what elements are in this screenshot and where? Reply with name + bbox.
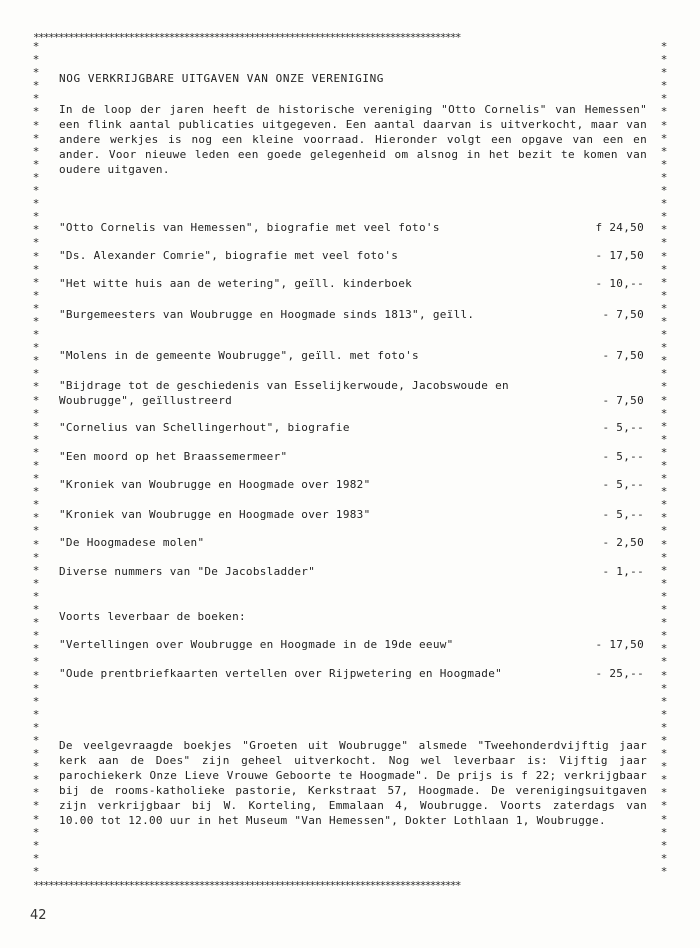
- publication-price: - 1,--: [602, 565, 644, 578]
- publication-item: [59, 348, 644, 363]
- page-number: 42: [30, 908, 47, 923]
- publication-item: [59, 248, 644, 263]
- publication-price: - 7,50: [602, 308, 644, 321]
- publication-title: "Cornelius van Schellingerhout", biografie: [59, 421, 350, 434]
- closing-paragraph: De veelgevraagde boekjes "Groeten uit Woubrugge" alsmede "Tweehonderdvijftig jaar kerk aan de Does" zijn geheel uitverkocht. Nog wel leverbaar is: Vijftig jaar parochiekerk Onze Lieve Vrouwe Geboorte te Hoogmade". De prijs is f 22; verkrijgbaar bij de rooms-katholieke pastorie, Kerkstraat 57, Hoogmade. De verenigingsuitgaven zijn verkrijgbaar bij W. Korteling, Emmalaan 4, Woubrugge. Voorts zaterdags van 10.00 tot 12.00 uur in het Museum "Van Hemessen", Dokter Lothlaan 1, Woubrugge.: [59, 739, 647, 827]
- publication-item: [59, 378, 644, 408]
- book-item: [59, 637, 644, 652]
- publication-title: "Kroniek van Woubrugge en Hoogmade over 1983": [59, 508, 371, 521]
- publication-price: - 5,--: [602, 478, 644, 491]
- publication-price: - 7,50: [602, 394, 644, 407]
- publication-price: - 2,50: [602, 536, 644, 549]
- publication-item: [59, 477, 644, 492]
- publication-title: "Bijdrage tot de geschiedenis van Esselijkerwoude, Jacobswoude en Woubrugge", geïllustreerd: [59, 379, 509, 407]
- publication-item: [59, 449, 644, 464]
- publication-title: "Een moord op het Braassemermeer": [59, 450, 288, 463]
- book-title: "Vertellingen over Woubrugge en Hoogmade in de 19de eeuw": [59, 638, 454, 651]
- publication-item: [59, 307, 644, 322]
- publication-price: - 5,--: [602, 508, 644, 521]
- publication-price: - 5,--: [602, 450, 644, 463]
- publication-title: "Kroniek van Woubrugge en Hoogmade over 1982": [59, 478, 371, 491]
- border-left: * * * * * * * * * * * * * * * * * * * * * * * * * * * * * * * * * * * * * * * * * * * * * * * * * * * * * * * * * * * * * * * *: [32, 40, 40, 878]
- publication-item: [59, 220, 644, 235]
- publication-title: "Het witte huis aan de wetering", geïll. kinderboek: [59, 277, 413, 290]
- publication-price: - 17,50: [595, 249, 644, 262]
- publication-item: [59, 564, 644, 579]
- book-price: - 17,50: [595, 638, 644, 651]
- publication-price: - 5,--: [602, 421, 644, 434]
- publication-title: "Molens in de gemeente Woubrugge", geïll. met foto's: [59, 349, 419, 362]
- also-available-heading: Voorts leverbaar de boeken:: [59, 610, 246, 623]
- publication-title: "De Hoogmadese molen": [59, 536, 205, 549]
- publication-title: Diverse nummers van "De Jacobsladder": [59, 565, 316, 578]
- intro-paragraph: In de loop der jaren heeft de historische vereniging "Otto Cornelis" van Hemessen" een flink aantal publicaties uitgegeven. Een aantal daarvan is uitverkocht, maar van andere werkjes is nog een kleine voorraad. Hieronder volgt een opgave van een en ander. Voor nieuwe leden een goede gelegenheid om alsnog in het bezit te komen van oudere uitgaven.: [59, 103, 647, 176]
- border-right: * * * * * * * * * * * * * * * * * * * * * * * * * * * * * * * * * * * * * * * * * * * * * * * * * * * * * * * * * * * * * * * *: [660, 40, 668, 878]
- publication-price: f 24,50: [595, 221, 644, 234]
- publication-price: - 7,50: [602, 349, 644, 362]
- book-item: [59, 666, 644, 681]
- publication-title: "Ds. Alexander Comrie", biografie met veel foto's: [59, 249, 399, 262]
- book-price: - 25,--: [595, 667, 644, 680]
- publication-title: "Burgemeesters van Woubrugge en Hoogmade sinds 1813", geïll.: [59, 308, 475, 321]
- publication-item: [59, 276, 644, 291]
- publication-item: [59, 507, 644, 522]
- page-title: NOG VERKRIJGBARE UITGAVEN VAN ONZE VERENIGING: [59, 72, 385, 85]
- border-top: *************************************************************************************: [33, 32, 460, 44]
- publication-item: [59, 535, 644, 550]
- publication-title: "Otto Cornelis van Hemessen", biografie met veel foto's: [59, 221, 440, 234]
- publication-price: - 10,--: [595, 277, 644, 290]
- publication-item: [59, 420, 644, 435]
- book-title: "Oude prentbriefkaarten vertellen over Rijpwetering en Hoogmade": [59, 667, 503, 680]
- border-bottom: *************************************************************************************: [33, 880, 460, 892]
